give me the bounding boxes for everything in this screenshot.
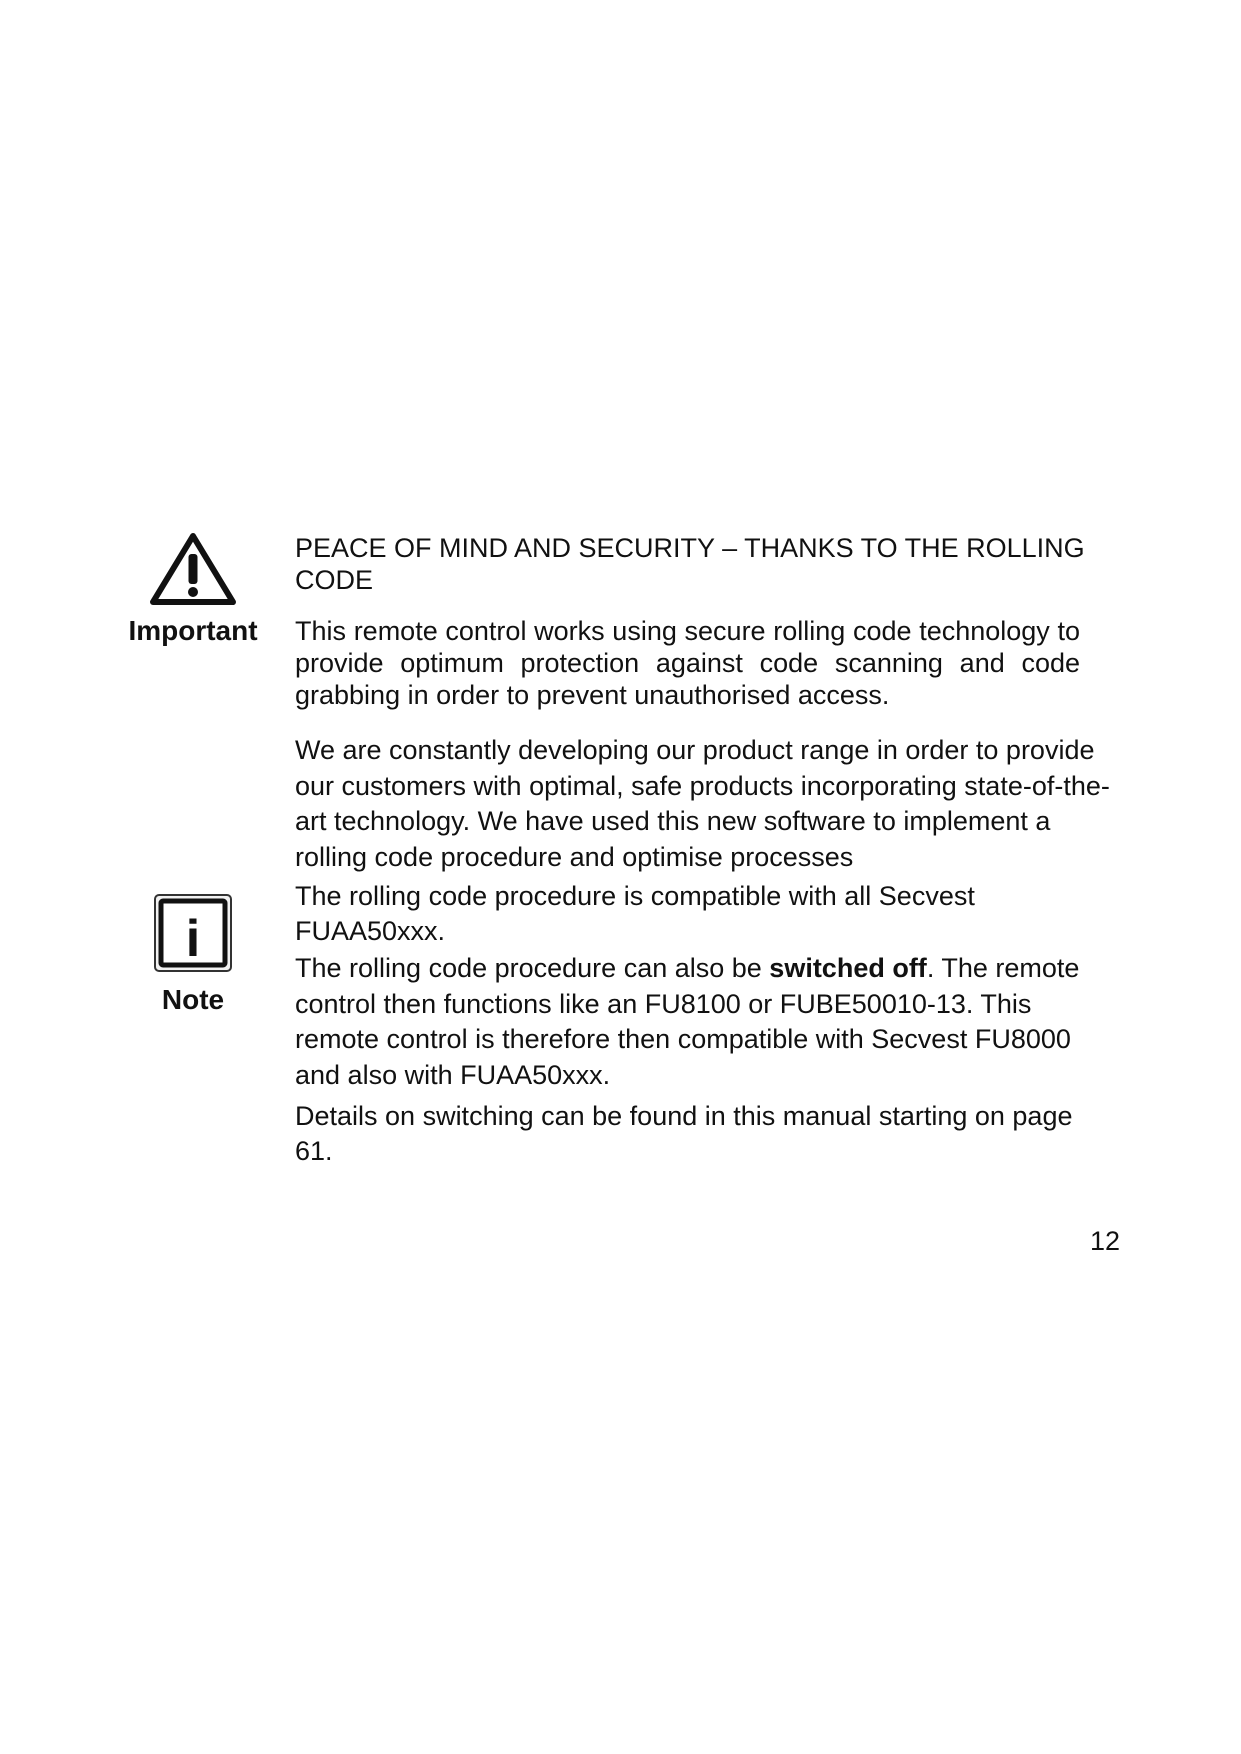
note-callout [118,893,268,1017]
rolling-code-intro-paragraph: This remote control works using secure rolling code technology to provide optimum protection against code scanning and code grabbing in order to prevent unauthorised access. [295,616,1080,710]
info-icon [118,893,268,973]
page-number: 12 [1089,1226,1120,1256]
switch-off-text-after: . The remote control then functions like an FU8100 or FUBE50010-13. This remote control is therefore then compatible with Secvest FU8000 and also with FUAA50xxx. [295,953,1080,1090]
important-callout [118,530,268,648]
main-content [295,532,1115,1169]
switch-off-paragraph [295,951,1115,1093]
product-development-paragraph: We are constantly developing our product range in order to provide our customers with optimal, safe products incorporating state-of-the-art technology. We have used this new software to implement a rolling code procedure and optimise processes [295,735,1110,872]
warning-icon [118,530,268,608]
compatibility-paragraph: The rolling code procedure is compatible with all Secvest FUAA50xxx. [295,881,975,946]
info-icon-glyph: i [185,910,201,968]
section-heading: PEACE OF MIND AND SECURITY – THANKS TO THE ROLLING CODE [295,533,1085,595]
important-label: Important [128,615,258,646]
switch-off-emphasis: switched off [769,953,927,983]
switch-off-text-before: The rolling code procedure can also be [295,953,770,983]
note-label: Note [161,984,225,1015]
details-paragraph: Details on switching can be found in this manual starting on page 61. [295,1101,1073,1166]
